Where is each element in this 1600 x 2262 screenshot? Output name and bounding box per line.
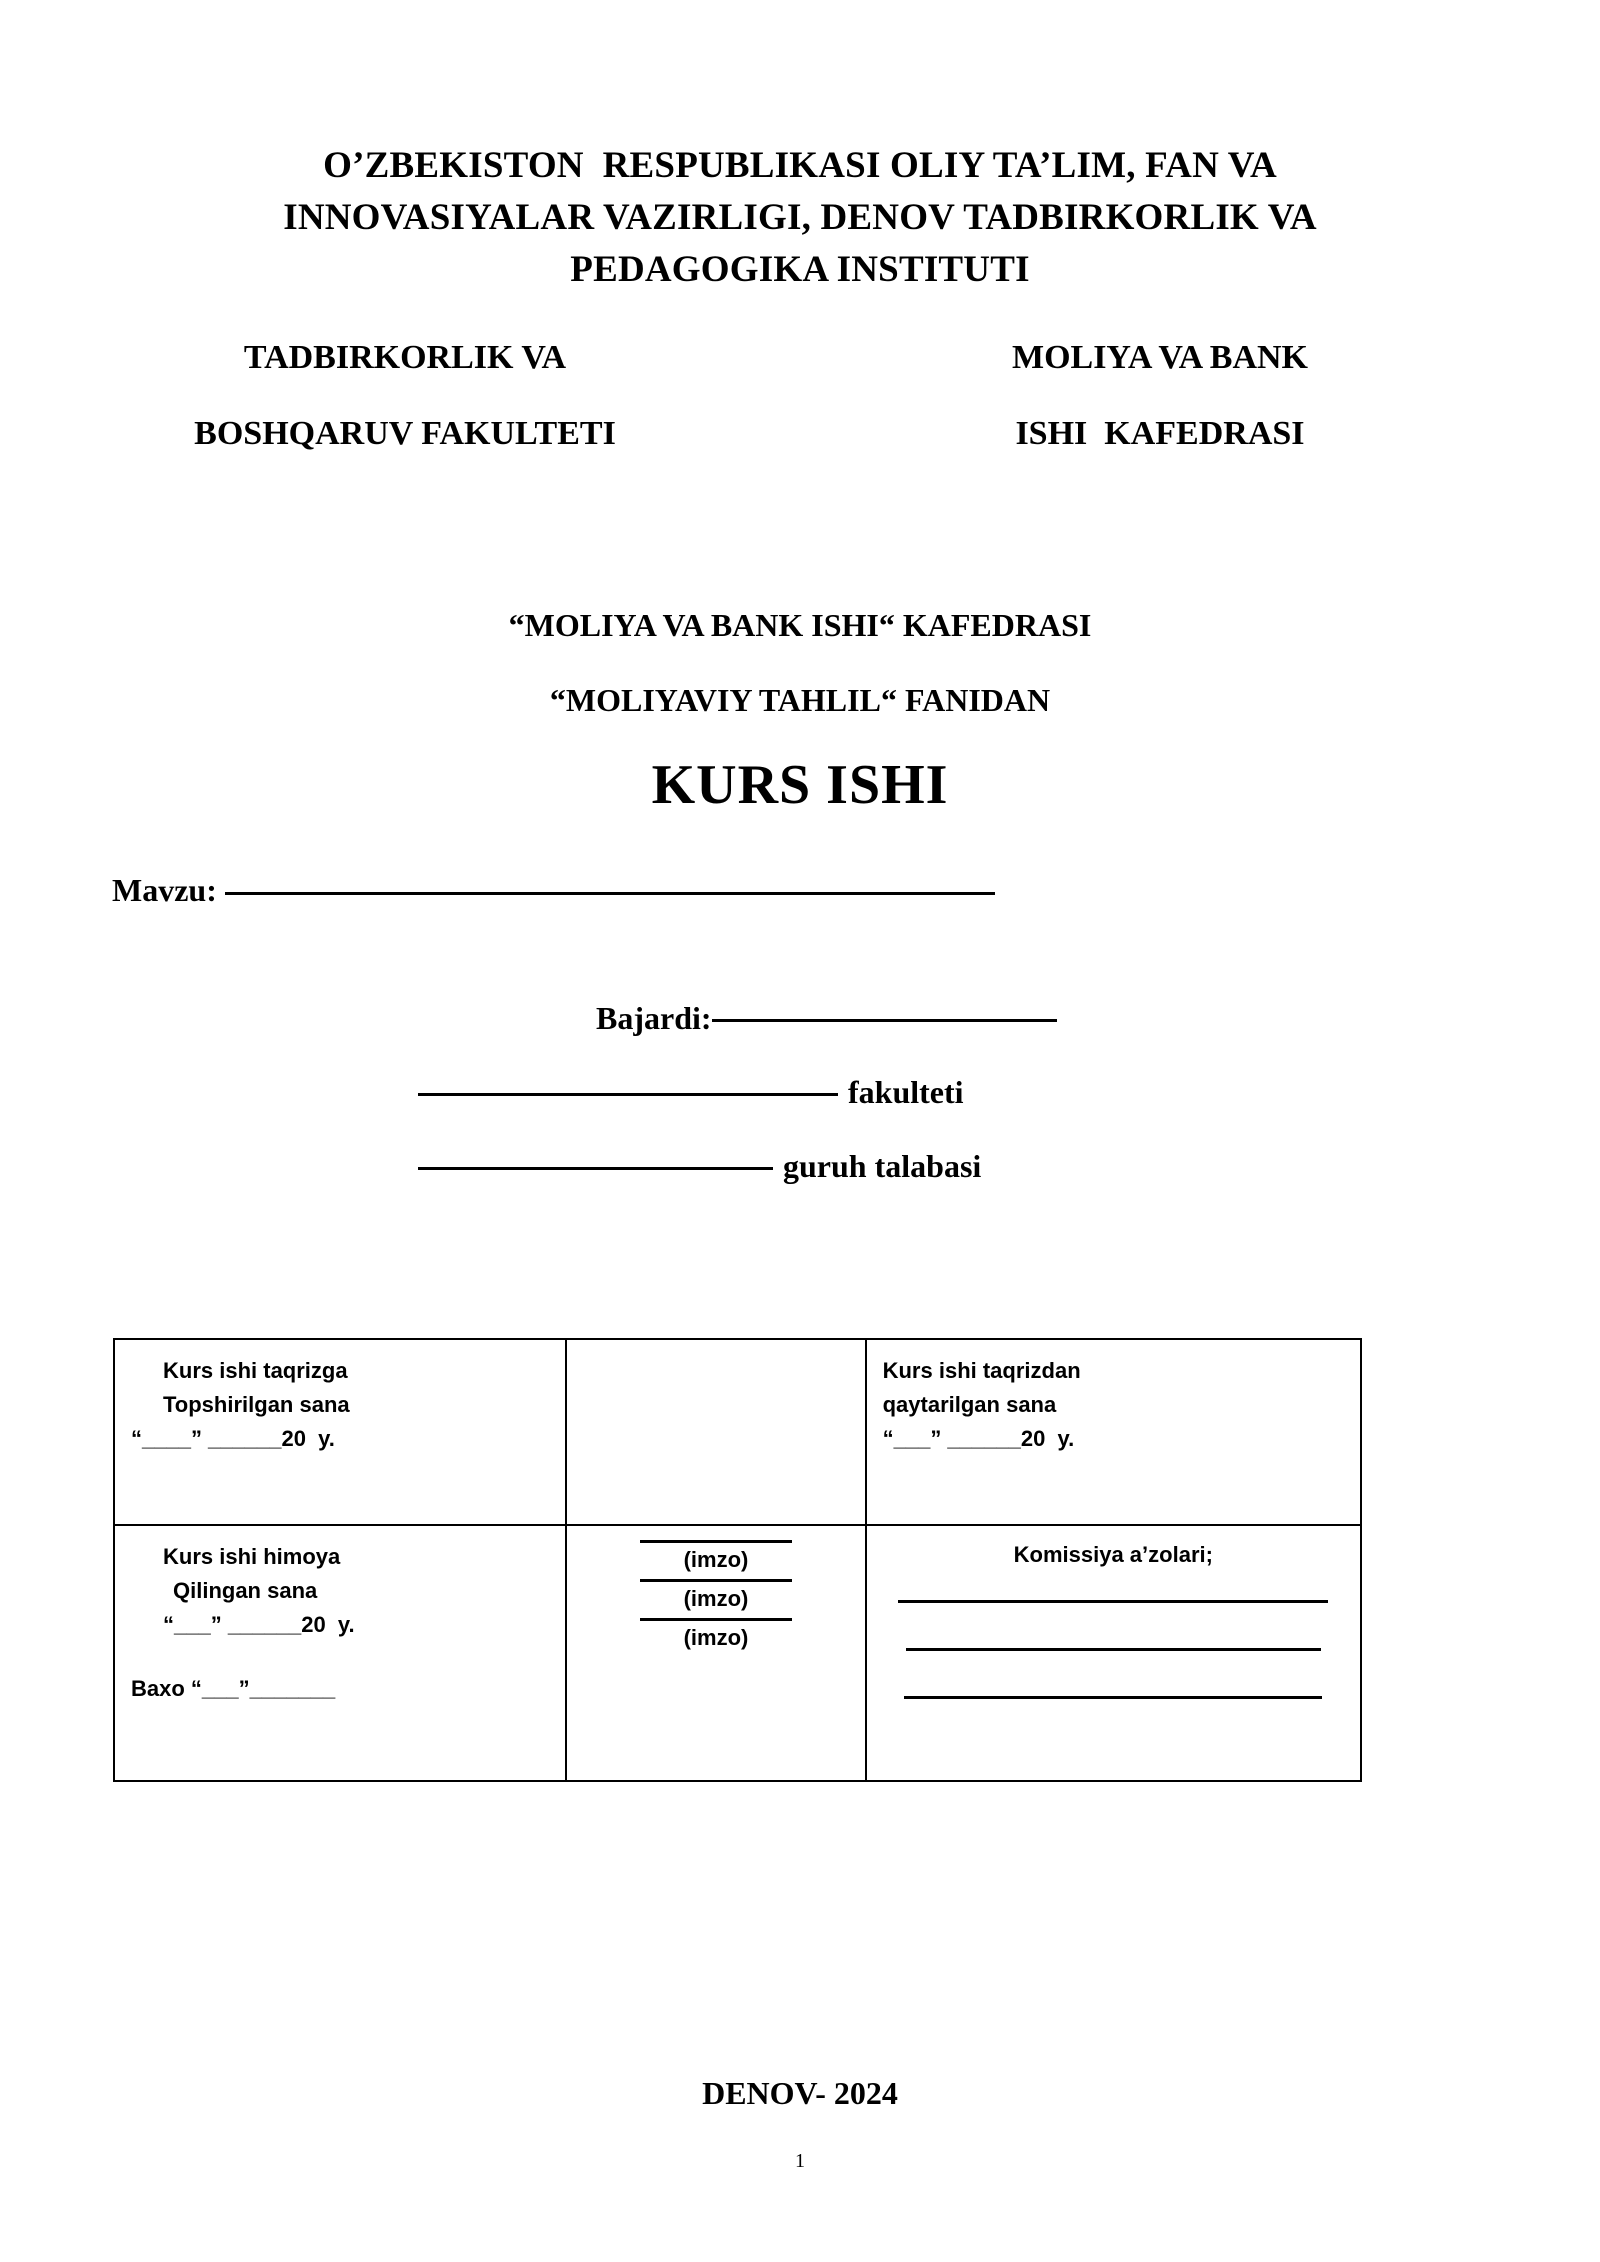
table-row [114, 1525, 1361, 1781]
subject-title: “MOLIYAVIY TAHLIL“ FANIDAN [549, 682, 1051, 718]
topic-row [112, 872, 1482, 909]
signature-group-3 [583, 1618, 848, 1653]
performer-label: Bajardi: [596, 1000, 712, 1036]
faculty-name-line-2: BOSHQARUV FAKULTETI [194, 415, 616, 452]
cell-submitted-date [114, 1339, 566, 1525]
performer-group-row [400, 1148, 1510, 1200]
submitted-date-blank[interactable]: “____” ______20 y. [131, 1426, 335, 1451]
returned-date-blank[interactable]: “___” ______20 y. [882, 1426, 1075, 1451]
performer-faculty-suffix: fakulteti [848, 1074, 964, 1110]
performer-group-input-line[interactable] [418, 1167, 773, 1170]
institute-header-line-3: PEDAGOGIKA INSTITUTI [570, 249, 1030, 290]
defence-date-blank[interactable]: “___” ______20 y. [163, 1612, 355, 1637]
signature-label-1: (imzo) [683, 1547, 749, 1572]
signature-group-1 [583, 1540, 848, 1575]
faculty-department-row-2 [90, 396, 1510, 472]
submitted-line-2: Topshirilgan sana [163, 1392, 350, 1417]
defence-line-2: Qilingan sana [173, 1578, 318, 1603]
signature-group-2 [583, 1579, 848, 1614]
work-type-title: KURS ISHI [651, 754, 949, 816]
cell-commission-members [866, 1525, 1361, 1781]
performer-faculty-row [400, 1074, 1510, 1126]
department-name-line-1: MOLIYA VA BANK [1011, 339, 1309, 376]
institute-header-line-1: O’ZBEKISTON RESPUBLIKASI OLIY TA’LIM, FAN VA [323, 145, 1277, 186]
returned-line-2: qaytarilgan sana [882, 1392, 1057, 1417]
performer-faculty-input-line[interactable] [418, 1093, 838, 1096]
performer-name-input-line[interactable] [712, 1019, 1057, 1022]
topic-label: Mavzu: [112, 872, 217, 908]
signature-label-3: (imzo) [683, 1625, 749, 1650]
review-defence-table [113, 1338, 1362, 1782]
faculty-department-block [90, 320, 1510, 472]
commission-member-line-2[interactable] [906, 1648, 1321, 1651]
signature-line-3[interactable] [640, 1618, 792, 1621]
cell-empty-middle-top [566, 1339, 865, 1525]
submitted-line-1: Kurs ishi taqrizga [163, 1358, 348, 1383]
institute-header [120, 140, 1480, 296]
defence-grade-blank[interactable]: Baxo “___”_______ [131, 1676, 336, 1701]
returned-line-1: Kurs ishi taqrizdan [882, 1358, 1081, 1383]
table-row [114, 1339, 1361, 1525]
cell-signatures [566, 1525, 865, 1781]
page-number: 1 [795, 2150, 805, 2172]
performer-name-row [400, 1000, 1510, 1052]
commission-member-line-3[interactable] [904, 1696, 1322, 1699]
commission-member-line-1[interactable] [898, 1600, 1328, 1603]
city-year-footer: DENOV- 2024 [702, 2075, 898, 2111]
faculty-department-row-1 [90, 320, 1510, 396]
signature-label-2: (imzo) [683, 1586, 749, 1611]
signature-line-2[interactable] [640, 1579, 792, 1582]
topic-input-line[interactable] [225, 892, 995, 895]
cell-returned-date [866, 1339, 1361, 1525]
defence-line-1: Kurs ishi himoya [163, 1544, 341, 1569]
department-name-line-2: ISHI KAFEDRASI [1015, 415, 1305, 452]
cell-defence-date [114, 1525, 566, 1781]
kafedra-title: “MOLIYA VA BANK ISHI“ KAFEDRASI [508, 607, 1092, 643]
signature-line-1[interactable] [640, 1540, 792, 1543]
commission-title: Komissiya a’zolari; [1013, 1542, 1213, 1567]
performer-group-suffix: guruh talabasi [783, 1148, 982, 1184]
institute-header-line-2: INNOVASIYALAR VAZIRLIGI, DENOV TADBIRKORLIK VA [283, 197, 1317, 238]
performer-block [400, 1000, 1510, 1200]
faculty-name-line-1: TADBIRKORLIK VA [243, 339, 567, 376]
